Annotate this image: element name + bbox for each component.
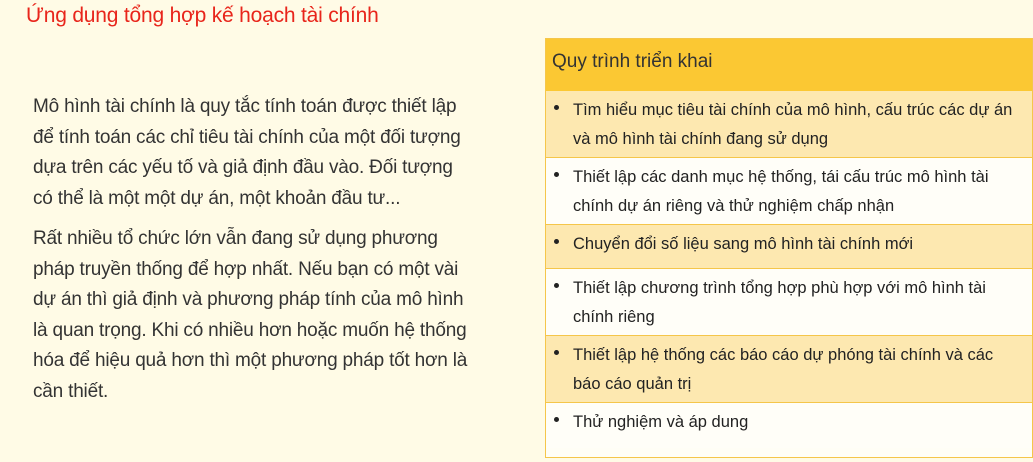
process-step [546, 336, 1032, 403]
process-step-text: Thiết lập hệ thống các báo cáo dự phóng tài chính và các báo cáo quản trị [573, 346, 994, 393]
process-step-text: Tìm hiểu mục tiêu tài chính của mô hình, cấu trúc các dự án và mô hình tài chính đang sử dụng [573, 101, 1013, 148]
process-step-text: Chuyển đổi số liệu sang mô hình tài chính mới [573, 235, 914, 253]
process-steps-list [546, 91, 1032, 448]
slide-title: Ứng dụng tổng hợp kế hoạch tài chính [26, 4, 379, 27]
process-step [546, 269, 1032, 336]
process-panel [545, 38, 1033, 458]
bullet-icon [554, 105, 559, 110]
bullet-icon [554, 172, 559, 177]
description-text [33, 92, 473, 407]
process-step [546, 158, 1032, 225]
process-step-text: Thiết lập các danh mục hệ thống, tái cấu trúc mô hình tài chính dự án riêng và thử nghiệm chấp nhận [573, 168, 989, 215]
bullet-icon [554, 350, 559, 355]
process-step [546, 225, 1032, 269]
process-header: Quy trình triển khai [546, 39, 1032, 91]
paragraph-2: Rất nhiều tổ chức lớn vẫn đang sử dụng phương pháp truyền thống để hợp nhất. Nếu bạn có một vài dự án thì giả định và phương pháp tính của mô hình là quan trọng. Khi có nhiều hơn hoặc muốn hệ thống hóa để hiệu quả hơn thì một phương pháp tốt hơn là cần thiết. [33, 228, 468, 402]
process-step-text: Thiết lập chương trình tổng hợp phù hợp với mô hình tài chính riêng [573, 279, 986, 326]
bullet-icon [554, 239, 559, 244]
process-step-text: Thử nghiệm và áp dung [573, 413, 749, 431]
bullet-icon [554, 417, 559, 422]
bullet-icon [554, 283, 559, 288]
process-step [546, 91, 1032, 158]
process-step [546, 403, 1032, 448]
paragraph-1: Mô hình tài chính là quy tắc tính toán được thiết lập để tính toán các chỉ tiêu tài chính của một đối tượng dựa trên các yếu tố và giả định đầu vào. Đối tượng có thể là một một dự án, một khoản đầu tư... [33, 96, 461, 209]
